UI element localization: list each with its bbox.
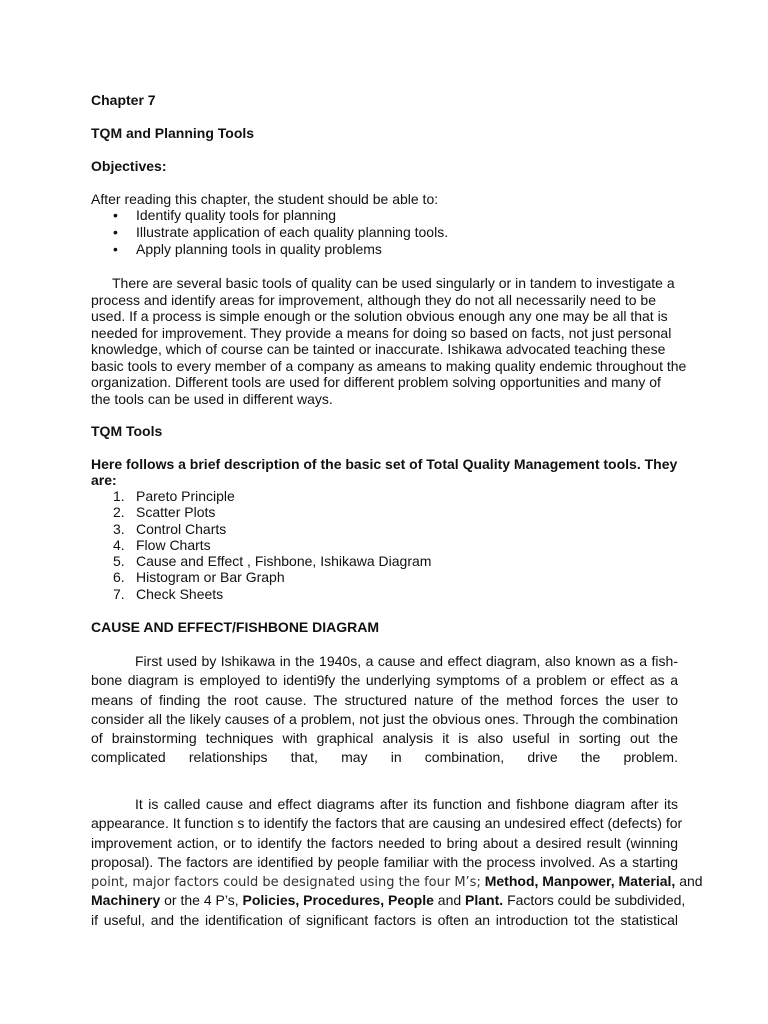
list-item xyxy=(91,241,448,258)
item-number: 6. xyxy=(113,569,125,586)
word: drive xyxy=(527,749,558,766)
word: may xyxy=(341,749,368,766)
paragraph-line: appearance. It function s to identify the factors that are causing an undesired effect (defects) for xyxy=(91,815,683,832)
text-run: and xyxy=(437,892,462,909)
objectives-heading: Objectives: xyxy=(91,158,167,174)
word: in xyxy=(390,749,402,766)
item-number: 4. xyxy=(113,536,125,553)
tqm-tools-heading: TQM Tools xyxy=(91,423,163,439)
objective-text: Illustrate application of each quality planning tools. xyxy=(136,224,449,240)
list-item xyxy=(91,207,448,224)
text-run-bold: Machinery xyxy=(91,892,161,909)
text-run: Factors could be subdivided, xyxy=(507,892,686,909)
paragraph-line-mixed xyxy=(91,891,686,910)
word: relationships xyxy=(188,749,268,766)
item-number: 1. xyxy=(113,488,125,504)
paragraph-line: There are several basic tools of quality can be used singularly or in tandem to investigate a xyxy=(112,275,675,291)
item-number: 5. xyxy=(113,553,125,570)
paragraph-line: process and identify areas for improvement, although they do not all necessarily need to be xyxy=(91,291,656,308)
paragraph-line: bone diagram is employed to identi9fy the underlying symptoms of a problem or effect as a xyxy=(91,672,678,689)
bullet-icon: • xyxy=(113,241,118,257)
tool-name: Histogram or Bar Graph xyxy=(136,569,285,586)
tool-name: Control Charts xyxy=(136,520,227,537)
paragraph-line: the tools can be used in different ways. xyxy=(91,390,333,407)
paragraph-line: improvement action, or to identify the factors needed to bring about a desired result (winning xyxy=(91,834,678,851)
bullet-icon: • xyxy=(113,224,118,240)
chapter-label: Chapter 7 xyxy=(91,92,156,108)
page-title: TQM and Planning Tools xyxy=(91,125,255,141)
paragraph-line: First used by Ishikawa in the 1940s, a cause and effect diagram, also known as a fish- xyxy=(135,653,678,669)
text-run-bold: Plant. xyxy=(465,892,504,909)
paragraph-line: if useful, and the identification of significant factors is often an introduction tot the statistical xyxy=(91,911,678,928)
list-item xyxy=(91,504,431,520)
paragraph-line-spread xyxy=(91,748,678,767)
paragraph-line: basic tools to every member of a company as ameans to making quality endemic throughout the xyxy=(91,357,687,374)
list-item xyxy=(91,224,448,241)
paragraph-line: used. If a process is simple enough or the solution obvious enough any one may be all that is xyxy=(91,308,668,324)
fishbone-paragraph-1 xyxy=(91,652,678,768)
objective-text: Apply planning tools in quality problems xyxy=(136,241,382,257)
text-run: and xyxy=(679,873,703,890)
tool-name: Scatter Plots xyxy=(136,504,216,521)
list-item xyxy=(91,488,431,504)
text-run-bold: Policies, Procedures, People xyxy=(242,892,434,909)
paragraph-line: needed for improvement. They provide a means for doing so based on facts, not just personal xyxy=(91,324,672,341)
tool-name: Flow Charts xyxy=(136,536,211,553)
list-item xyxy=(91,569,431,585)
word: that, xyxy=(290,749,318,766)
word: problem. xyxy=(623,749,678,766)
word: combination, xyxy=(424,749,505,766)
list-item xyxy=(91,521,431,537)
word: the xyxy=(580,749,601,766)
paragraph-line: organization. Different tools are used for different problem solving opportunities and many of xyxy=(91,374,661,390)
paragraph-line: means of finding the root cause. The structured nature of the method forces the user to xyxy=(91,691,678,708)
tqm-tools-intro: Here follows a brief description of the basic set of Total Quality Management tools. They xyxy=(91,456,678,472)
paragraph-line-mixed xyxy=(91,872,703,891)
list-item xyxy=(91,537,431,553)
text-run-bold: Method, Manpower, Material, xyxy=(484,873,676,890)
fishbone-heading: CAUSE AND EFFECT/FISHBONE DIAGRAM xyxy=(91,619,380,635)
word: complicated xyxy=(91,749,166,766)
paragraph-line: It is called cause and effect diagrams after its function and fishbone diagram after its xyxy=(135,796,678,812)
paragraph-line: of brainstorming techniques with graphical analysis it is also useful in sorting out the xyxy=(91,730,678,747)
objective-text: Identify quality tools for planning xyxy=(136,207,337,223)
tool-name: Check Sheets xyxy=(136,585,224,602)
list-item xyxy=(91,586,431,602)
tqm-tools-list xyxy=(91,488,431,602)
tqm-tools-intro-cont: are: xyxy=(91,472,117,488)
text-run: point, major factors could be designated using the four M’s; xyxy=(91,875,481,891)
objectives-intro: After reading this chapter, the student should be able to: xyxy=(91,191,439,207)
item-number: 2. xyxy=(113,504,125,521)
bullet-icon: • xyxy=(113,207,118,223)
tool-name: Pareto Principle xyxy=(136,488,235,504)
intro-paragraph xyxy=(91,275,687,407)
paragraph-line: knowledge, which of course can be tainted or inaccurate. Ishikawa advocated teaching these xyxy=(91,341,666,357)
objectives-list xyxy=(91,207,448,258)
fishbone-paragraph-2 xyxy=(91,795,703,930)
item-number: 3. xyxy=(113,520,125,537)
list-item xyxy=(91,553,431,569)
tool-name: Cause and Effect , Fishbone, Ishikawa Diagram xyxy=(136,553,432,570)
item-number: 7. xyxy=(113,585,125,602)
paragraph-line: proposal). The factors are identified by people familiar with the process involved. As a starting xyxy=(91,853,678,870)
paragraph-line: consider all the likely causes of a problem, not just the obvious ones. Through the combination xyxy=(91,710,678,727)
text-run: or the 4 P’s, xyxy=(164,892,239,909)
